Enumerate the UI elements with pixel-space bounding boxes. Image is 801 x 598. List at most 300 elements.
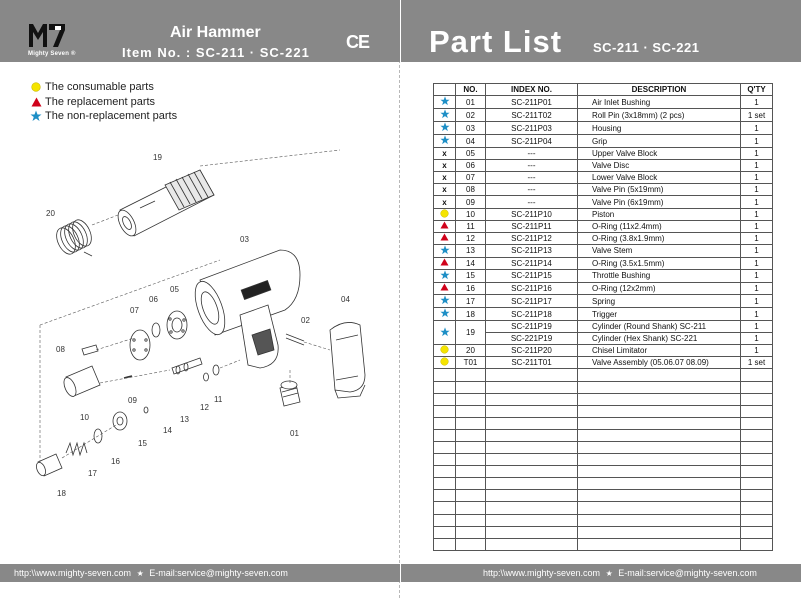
empty-cell <box>434 369 456 381</box>
callout: 04 <box>341 295 350 304</box>
callout: 10 <box>80 413 89 422</box>
blue-star-icon <box>440 311 450 320</box>
red-triangle-icon <box>440 234 449 243</box>
parts-table <box>433 83 773 551</box>
qty-cell: 1 <box>741 196 773 208</box>
empty-table-row <box>434 441 773 453</box>
empty-cell <box>741 381 773 393</box>
empty-cell <box>741 417 773 429</box>
empty-cell <box>434 466 456 478</box>
yellow-circle-icon <box>440 359 449 368</box>
mark-cell <box>434 244 456 257</box>
cylinder-part <box>114 170 214 239</box>
empty-cell <box>741 526 773 538</box>
empty-cell <box>741 514 773 526</box>
x-mark-icon: x <box>442 161 447 171</box>
table-row <box>434 160 773 172</box>
table-row <box>434 345 773 357</box>
empty-cell <box>486 478 578 490</box>
index-no-cell: SC-211P20 <box>486 345 578 357</box>
qty-cell: 1 <box>741 244 773 257</box>
blue-star-icon <box>440 273 450 282</box>
description-cell: Valve Assembly (05.06.07 08.09) <box>578 357 741 369</box>
description-cell: O-Ring (3.5x1.5mm) <box>578 257 741 269</box>
empty-cell <box>486 490 578 502</box>
empty-cell <box>456 490 486 502</box>
empty-cell <box>741 538 773 550</box>
description-cell: Chisel Limitator <box>578 345 741 357</box>
empty-cell <box>578 369 741 381</box>
empty-cell <box>456 405 486 417</box>
blue-star-icon <box>440 248 450 257</box>
empty-table-row <box>434 393 773 405</box>
callout: 18 <box>57 489 66 498</box>
table-row <box>434 109 773 122</box>
email-link[interactable]: E-mail:service@mighty-seven.com <box>149 568 288 578</box>
callout: 14 <box>163 426 172 435</box>
legend-replacement <box>30 95 177 110</box>
description-cell: Upper Valve Block <box>578 148 741 160</box>
index-no-cell: SC-211T02 <box>486 109 578 122</box>
column-header-mark <box>434 84 456 96</box>
housing-part <box>189 250 300 368</box>
empty-table-row <box>434 526 773 538</box>
legend <box>30 80 177 124</box>
empty-cell <box>578 441 741 453</box>
table-row <box>434 357 773 369</box>
mark-cell <box>434 184 456 196</box>
empty-cell <box>456 429 486 441</box>
yellow-circle-icon <box>440 347 449 356</box>
description-cell: Air Inlet Bushing <box>578 96 741 109</box>
valve-stem-part <box>172 358 202 374</box>
part-no-cell: 05 <box>456 148 486 160</box>
qty-cell: 1 <box>741 160 773 172</box>
blue-star-icon <box>440 125 450 134</box>
callout: 06 <box>149 295 158 304</box>
part-no-cell: 04 <box>456 135 486 148</box>
empty-cell <box>741 369 773 381</box>
table-row <box>434 244 773 257</box>
empty-cell <box>578 454 741 466</box>
description-cell: Housing <box>578 122 741 135</box>
empty-cell <box>434 441 456 453</box>
website-link[interactable]: http:\\www.mighty-seven.com <box>14 568 132 578</box>
qty-cell: 1 <box>741 184 773 196</box>
valve-pin-part <box>82 345 98 355</box>
empty-cell <box>434 478 456 490</box>
empty-cell <box>434 429 456 441</box>
part-no-cell: 07 <box>456 172 486 184</box>
empty-cell <box>741 454 773 466</box>
empty-cell <box>486 417 578 429</box>
empty-cell <box>486 441 578 453</box>
empty-cell <box>434 538 456 550</box>
empty-cell <box>486 429 578 441</box>
empty-cell <box>741 393 773 405</box>
column-header-index: INDEX NO. <box>486 84 578 96</box>
upper-valve-block-part <box>167 311 187 339</box>
index-no-cell: SC-211T01 <box>486 357 578 369</box>
red-triangle-icon <box>30 96 42 108</box>
empty-cell <box>456 502 486 514</box>
empty-cell <box>456 526 486 538</box>
empty-cell <box>456 454 486 466</box>
qty-cell: 1 <box>741 282 773 294</box>
star-icon: ★ <box>605 569 613 578</box>
empty-table-row <box>434 454 773 466</box>
callout: 12 <box>200 403 209 412</box>
blue-star-icon <box>440 99 450 108</box>
empty-cell <box>741 478 773 490</box>
table-row <box>434 172 773 184</box>
description-cell: O-Ring (11x2.4mm) <box>578 220 741 232</box>
part-no-cell: 06 <box>456 160 486 172</box>
index-no-cell: SC-211P19 <box>486 321 578 333</box>
yellow-circle-icon <box>30 81 42 93</box>
o-ring-part <box>144 407 148 413</box>
product-title: Air Hammer <box>170 24 261 41</box>
lower-valve-block-part <box>130 330 150 360</box>
star-icon: ★ <box>136 569 144 578</box>
callout: 20 <box>46 209 55 218</box>
red-triangle-icon <box>440 222 449 231</box>
empty-cell <box>486 369 578 381</box>
blue-star-icon <box>440 298 450 307</box>
x-mark-icon: x <box>442 173 447 183</box>
index-no-cell: SC-211P11 <box>486 220 578 232</box>
empty-cell <box>578 478 741 490</box>
description-cell: Throttle Bushing <box>578 269 741 282</box>
right-header-bar <box>401 0 801 62</box>
table-row <box>434 308 773 321</box>
empty-cell <box>486 538 578 550</box>
legend-label: The replacement parts <box>45 95 156 108</box>
empty-cell <box>486 466 578 478</box>
mark-cell <box>434 196 456 208</box>
empty-cell <box>456 393 486 405</box>
right-page <box>401 0 801 598</box>
exploded-view-diagram <box>0 140 400 510</box>
table-row <box>434 196 773 208</box>
empty-cell <box>456 478 486 490</box>
ce-mark: CE <box>346 32 370 52</box>
mark-cell <box>434 135 456 148</box>
description-cell: Valve Stem <box>578 244 741 257</box>
index-no-cell: SC-211P04 <box>486 135 578 148</box>
callout-labels <box>46 153 350 498</box>
table-row <box>434 321 773 333</box>
empty-cell <box>578 381 741 393</box>
mark-cell <box>434 295 456 308</box>
part-no-cell: 20 <box>456 345 486 357</box>
o-ring-part <box>204 373 209 381</box>
trigger-part <box>35 454 62 477</box>
table-row <box>434 282 773 294</box>
description-cell: Valve Disc <box>578 160 741 172</box>
part-no-cell: 09 <box>456 196 486 208</box>
part-no-cell: 11 <box>456 220 486 232</box>
index-no-cell: SC-211P10 <box>486 208 578 220</box>
empty-cell <box>486 502 578 514</box>
empty-table-row <box>434 369 773 381</box>
empty-table-row <box>434 502 773 514</box>
index-no-cell: SC-211P16 <box>486 282 578 294</box>
blue-star-icon <box>440 330 450 339</box>
empty-cell <box>486 454 578 466</box>
item-number: Item No. : SC-211 · SC-221 <box>122 45 310 60</box>
throttle-bushing-part <box>113 412 127 430</box>
qty-cell: 1 <box>741 172 773 184</box>
callout: 13 <box>180 415 189 424</box>
part-no-cell: 10 <box>456 208 486 220</box>
email-link[interactable]: E-mail:service@mighty-seven.com <box>618 568 757 578</box>
empty-cell <box>741 502 773 514</box>
description-cell: Roll Pin (3x18mm) (2 pcs) <box>578 109 741 122</box>
qty-cell: 1 <box>741 148 773 160</box>
index-no-cell: SC-211P17 <box>486 295 578 308</box>
description-cell: Cylinder (Hex Shank) SC-221 <box>578 333 741 345</box>
description-cell: Cylinder (Round Shank) SC-211 <box>578 321 741 333</box>
mark-cell <box>434 160 456 172</box>
empty-cell <box>741 441 773 453</box>
empty-cell <box>578 393 741 405</box>
table-row <box>434 96 773 109</box>
table-row <box>434 220 773 232</box>
qty-cell: 1 <box>741 232 773 244</box>
description-cell: Valve Pin (6x19mm) <box>578 196 741 208</box>
index-no-cell: --- <box>486 160 578 172</box>
blue-star-icon <box>30 110 42 122</box>
column-header-qty: Q'TY <box>741 84 773 96</box>
empty-cell <box>456 441 486 453</box>
mark-cell <box>434 321 456 345</box>
mark-cell <box>434 220 456 232</box>
table-header-row <box>434 84 773 96</box>
callout: 15 <box>138 439 147 448</box>
index-no-cell: SC-211P01 <box>486 96 578 109</box>
empty-cell <box>434 514 456 526</box>
blue-star-icon <box>440 112 450 121</box>
empty-cell <box>456 538 486 550</box>
logo-caption: Mighty Seven ® <box>28 51 76 57</box>
empty-cell <box>486 393 578 405</box>
legend-consumable <box>30 80 177 95</box>
empty-table-row <box>434 417 773 429</box>
website-link[interactable]: http:\\www.mighty-seven.com <box>483 568 601 578</box>
callout: 09 <box>128 396 137 405</box>
description-cell: Valve Pin (5x19mm) <box>578 184 741 196</box>
empty-cell <box>741 466 773 478</box>
x-mark-icon: x <box>442 149 447 159</box>
table-row <box>434 208 773 220</box>
o-ring-part <box>213 365 219 375</box>
empty-cell <box>486 405 578 417</box>
empty-cell <box>741 405 773 417</box>
mark-cell <box>434 232 456 244</box>
empty-cell <box>434 490 456 502</box>
empty-table-row <box>434 381 773 393</box>
left-footer <box>0 564 400 582</box>
valve-disc-part <box>152 323 160 337</box>
description-cell: Lower Valve Block <box>578 172 741 184</box>
index-no-cell: --- <box>486 196 578 208</box>
empty-cell <box>578 490 741 502</box>
callout: 19 <box>153 153 162 162</box>
part-no-cell: 19 <box>456 321 486 345</box>
part-no-cell: 08 <box>456 184 486 196</box>
mark-cell <box>434 208 456 220</box>
mark-cell <box>434 282 456 294</box>
legend-non-replacement <box>30 109 177 124</box>
mark-cell <box>434 308 456 321</box>
roll-pin-part <box>286 334 304 345</box>
qty-cell: 1 <box>741 269 773 282</box>
red-triangle-icon <box>440 259 449 268</box>
empty-cell <box>434 381 456 393</box>
callout: 02 <box>301 316 310 325</box>
callout: 11 <box>214 395 223 404</box>
index-no-cell: SC-211P03 <box>486 122 578 135</box>
table-row <box>434 257 773 269</box>
column-header-description: DESCRIPTION <box>578 84 741 96</box>
qty-cell: 1 <box>741 321 773 333</box>
index-no-cell: SC-211P13 <box>486 244 578 257</box>
qty-cell: 1 <box>741 295 773 308</box>
empty-table-row <box>434 514 773 526</box>
table-row <box>434 269 773 282</box>
empty-cell <box>456 381 486 393</box>
empty-cell <box>456 466 486 478</box>
qty-cell: 1 <box>741 135 773 148</box>
legend-label: The consumable parts <box>45 81 154 94</box>
table-row <box>434 184 773 196</box>
empty-cell <box>578 538 741 550</box>
part-no-cell: 03 <box>456 122 486 135</box>
legend-label: The non-replacement parts <box>45 110 178 123</box>
mark-cell <box>434 345 456 357</box>
empty-cell <box>434 502 456 514</box>
description-cell: O-Ring (3.8x1.9mm) <box>578 232 741 244</box>
qty-cell: 1 <box>741 333 773 345</box>
part-no-cell: 12 <box>456 232 486 244</box>
qty-cell: 1 <box>741 220 773 232</box>
empty-cell <box>486 526 578 538</box>
qty-cell: 1 <box>741 96 773 109</box>
callout: 01 <box>290 429 299 438</box>
x-mark-icon: x <box>442 197 447 207</box>
empty-cell <box>578 405 741 417</box>
x-mark-icon: x <box>442 185 447 195</box>
empty-cell <box>434 405 456 417</box>
qty-cell: 1 set <box>741 109 773 122</box>
empty-cell <box>578 502 741 514</box>
index-no-cell: SC-211P12 <box>486 232 578 244</box>
qty-cell: 1 <box>741 122 773 135</box>
mark-cell <box>434 269 456 282</box>
callout: 08 <box>56 345 65 354</box>
part-no-cell: 16 <box>456 282 486 294</box>
mark-cell <box>434 109 456 122</box>
empty-cell <box>741 490 773 502</box>
chisel-limitator-part <box>53 217 95 257</box>
callout: 03 <box>240 235 249 244</box>
index-no-cell: SC-211P15 <box>486 269 578 282</box>
table-row <box>434 135 773 148</box>
empty-cell <box>486 381 578 393</box>
empty-cell <box>578 514 741 526</box>
empty-table-row <box>434 478 773 490</box>
empty-table-row <box>434 429 773 441</box>
empty-cell <box>741 429 773 441</box>
index-no-cell: SC-211P18 <box>486 308 578 321</box>
right-footer <box>401 564 801 582</box>
description-cell: Spring <box>578 295 741 308</box>
qty-cell: 1 <box>741 208 773 220</box>
description-cell: Grip <box>578 135 741 148</box>
index-no-cell: SC-221P19 <box>486 333 578 345</box>
column-header-no: NO. <box>456 84 486 96</box>
red-triangle-icon <box>440 284 449 293</box>
part-no-cell: 13 <box>456 244 486 257</box>
qty-cell: 1 set <box>741 357 773 369</box>
description-cell: O-Ring (12x2mm) <box>578 282 741 294</box>
piston-part <box>61 366 100 398</box>
empty-cell <box>578 429 741 441</box>
empty-cell <box>434 393 456 405</box>
empty-cell <box>578 417 741 429</box>
model-number: SC-211 · SC-221 <box>593 40 700 55</box>
callout: 17 <box>88 469 97 478</box>
index-no-cell: SC-211P14 <box>486 257 578 269</box>
parts-table-body <box>434 96 773 551</box>
empty-cell <box>456 514 486 526</box>
description-cell: Trigger <box>578 308 741 321</box>
part-no-cell: 14 <box>456 257 486 269</box>
mark-cell <box>434 122 456 135</box>
qty-cell: 1 <box>741 308 773 321</box>
index-no-cell: --- <box>486 148 578 160</box>
part-no-cell: T01 <box>456 357 486 369</box>
yellow-circle-icon <box>440 211 449 220</box>
description-cell: Piston <box>578 208 741 220</box>
mark-cell <box>434 257 456 269</box>
mark-cell <box>434 172 456 184</box>
empty-table-row <box>434 405 773 417</box>
part-no-cell: 01 <box>456 96 486 109</box>
mighty-seven-logo <box>28 22 66 48</box>
table-row <box>434 295 773 308</box>
left-page <box>0 0 400 598</box>
empty-table-row <box>434 490 773 502</box>
mark-cell <box>434 148 456 160</box>
callout: 16 <box>111 457 120 466</box>
empty-cell <box>456 369 486 381</box>
empty-table-row <box>434 538 773 550</box>
index-no-cell: --- <box>486 184 578 196</box>
table-row <box>434 122 773 135</box>
table-row <box>434 232 773 244</box>
part-no-cell: 02 <box>456 109 486 122</box>
empty-cell <box>578 466 741 478</box>
empty-cell <box>456 417 486 429</box>
left-header-bar <box>0 0 400 62</box>
empty-cell <box>434 526 456 538</box>
qty-cell: 1 <box>741 257 773 269</box>
empty-cell <box>434 454 456 466</box>
part-no-cell: 17 <box>456 295 486 308</box>
empty-table-row <box>434 466 773 478</box>
